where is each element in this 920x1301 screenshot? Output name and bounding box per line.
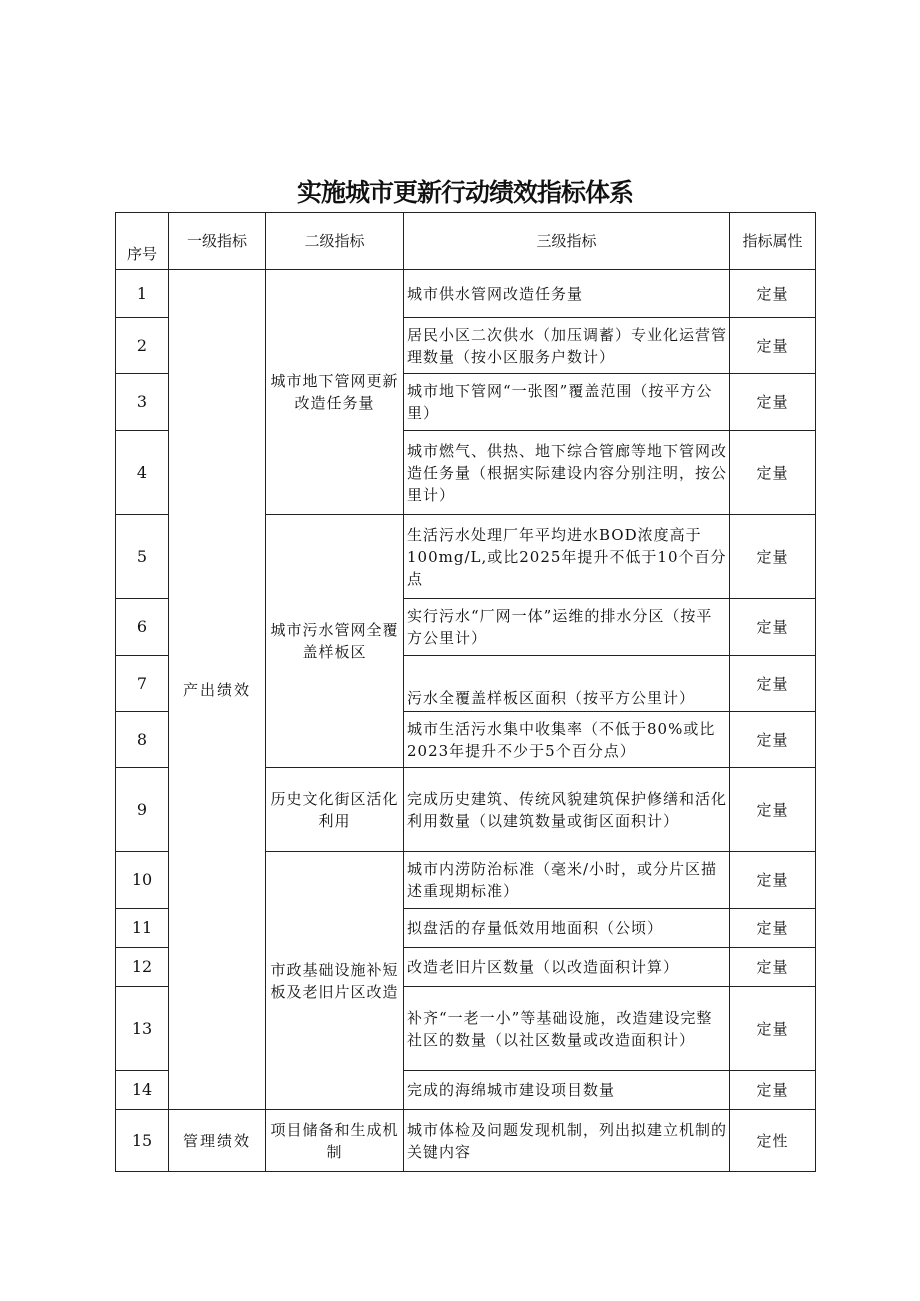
row-number: 11	[116, 909, 169, 948]
level3-indicator: 城市供水管网改造任务量	[404, 270, 730, 318]
level3-indicator: 完成历史建筑、传统风貌建筑保护修缮和活化利用数量（以建筑数量或街区面积计）	[404, 768, 730, 852]
level3-indicator: 城市燃气、供热、地下综合管廊等地下管网改造任务量（根据实际建设内容分别注明，按公里计）	[404, 431, 730, 515]
indicator-attribute: 定量	[730, 270, 816, 318]
level3-indicator: 完成的海绵城市建设项目数量	[404, 1071, 730, 1110]
header-seq: 序号	[116, 213, 169, 270]
level2-historic-district: 历史文化街区活化利用	[266, 768, 404, 852]
row-number: 1	[116, 270, 169, 318]
level3-indicator: 拟盘活的存量低效用地面积（公顷）	[404, 909, 730, 948]
level3-indicator: 城市地下管网“一张图”覆盖范围（按平方公里）	[404, 374, 730, 431]
page-title: 实施城市更新行动绩效指标体系	[296, 178, 633, 207]
header-level1: 一级指标	[169, 213, 266, 270]
indicator-attribute: 定量	[730, 374, 816, 431]
indicator-attribute: 定量	[730, 948, 816, 987]
level3-indicator: 城市生活污水集中收集率（不低于80%或比2023年提升不少于5个百分点）	[404, 712, 730, 768]
indicator-attribute: 定量	[730, 1071, 816, 1110]
level1-management-performance: 管理绩效	[169, 1110, 266, 1172]
indicator-attribute: 定量	[730, 599, 816, 656]
indicator-attribute: 定量	[730, 909, 816, 948]
row-number: 6	[116, 599, 169, 656]
row-number: 5	[116, 515, 169, 599]
row-number: 9	[116, 768, 169, 852]
row-number: 14	[116, 1071, 169, 1110]
level1-output-performance: 产出绩效	[169, 270, 266, 1110]
header-level3: 三级指标	[404, 213, 730, 270]
row-number: 10	[116, 852, 169, 909]
level3-indicator: 居民小区二次供水（加压调蓄）专业化运营管理数量（按小区服务户数计）	[404, 318, 730, 374]
table-row	[116, 1110, 816, 1172]
row-number: 3	[116, 374, 169, 431]
header-level2: 二级指标	[266, 213, 404, 270]
table-row	[116, 270, 816, 318]
level2-underground-pipe: 城市地下管网更新改造任务量	[266, 270, 404, 515]
row-number: 8	[116, 712, 169, 768]
row-number: 12	[116, 948, 169, 987]
level2-project-reserve: 项目储备和生成机制	[266, 1110, 404, 1172]
indicator-attribute: 定量	[730, 852, 816, 909]
level3-indicator: 城市内涝防治标准（毫米/小时，或分片区描述重现期标准）	[404, 852, 730, 909]
row-number: 13	[116, 987, 169, 1071]
indicator-attribute: 定量	[730, 431, 816, 515]
indicator-attribute: 定量	[730, 768, 816, 852]
level3-indicator: 补齐“一老一小”等基础设施，改造建设完整社区的数量（以社区数量或改造面积计）	[404, 987, 730, 1071]
indicator-table	[115, 212, 816, 1172]
level3-indicator: 实行污水“厂网一体”运维的排水分区（按平方公里计）	[404, 599, 730, 656]
level3-indicator: 生活污水处理厂年平均进水BOD浓度高于100mg/L,或比2025年提升不低于10个百分点	[404, 515, 730, 599]
indicator-attribute: 定量	[730, 515, 816, 599]
level3-indicator: 污水全覆盖样板区面积（按平方公里计）	[404, 656, 730, 712]
row-number: 4	[116, 431, 169, 515]
row-number: 7	[116, 656, 169, 712]
row-number: 15	[116, 1110, 169, 1172]
level3-indicator: 城市体检及问题发现机制，列出拟建立机制的关键内容	[404, 1110, 730, 1172]
level3-indicator: 改造老旧片区数量（以改造面积计算）	[404, 948, 730, 987]
level2-sewage-pilot-zone: 城市污水管网全覆盖样板区	[266, 515, 404, 768]
indicator-attribute: 定量	[730, 318, 816, 374]
indicator-attribute: 定性	[730, 1110, 816, 1172]
level2-municipal-infrastructure: 市政基础设施补短板及老旧片区改造	[266, 852, 404, 1110]
header-attr: 指标属性	[730, 213, 816, 270]
indicator-attribute: 定量	[730, 987, 816, 1071]
table-header-row	[116, 213, 816, 270]
indicator-attribute: 定量	[730, 712, 816, 768]
indicator-attribute: 定量	[730, 656, 816, 712]
row-number: 2	[116, 318, 169, 374]
